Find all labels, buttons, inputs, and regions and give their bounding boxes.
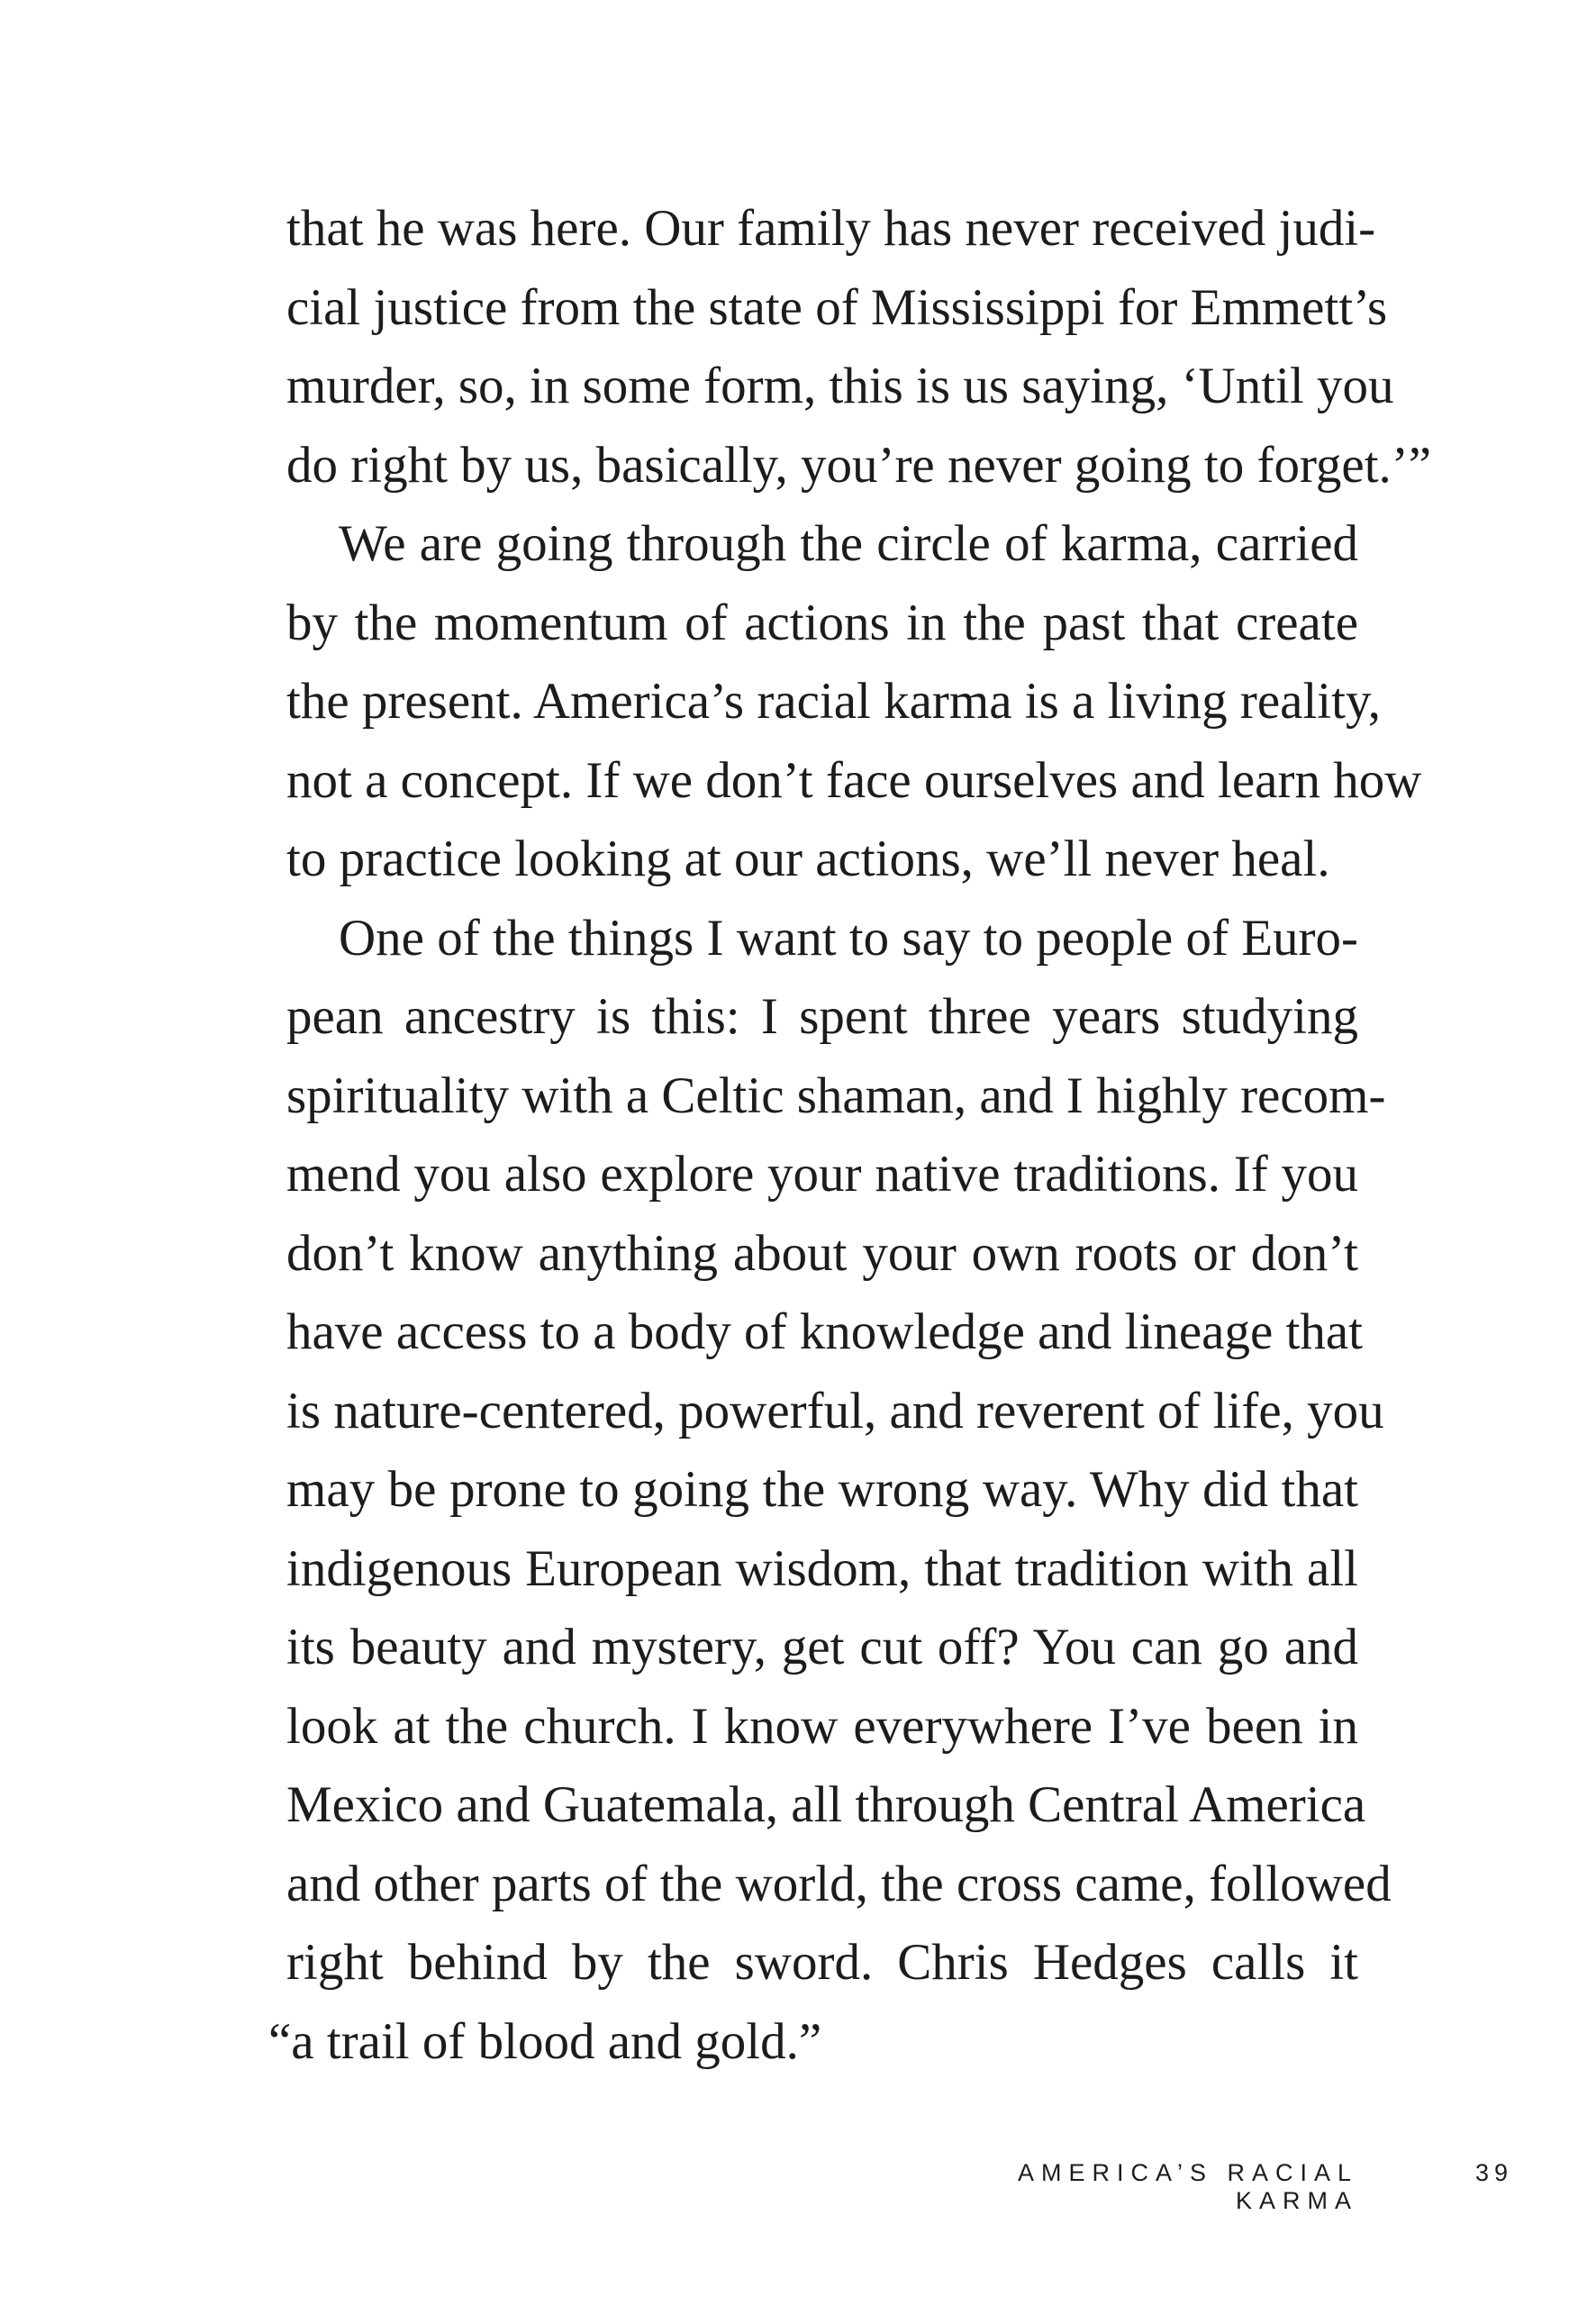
text-line: look at the church. I know everywhere I’ve been in (286, 1697, 1358, 1755)
text-line: “a trail of blood and gold.” (268, 2012, 822, 2070)
text-line: don’t know anything about your own roots or don’t (286, 1224, 1358, 1282)
text-line: do right by us, basically, you’re never going to forget.’” (286, 436, 1432, 494)
running-head: AMERICA’S RACIAL KARMA (1017, 2159, 1358, 2214)
text-line: its beauty and mystery, get cut off? You can go and (286, 1619, 1358, 1675)
text-line: the present. America’s racial karma is a living reality, (286, 673, 1382, 730)
text-line: right behind by the sword. Chris Hedges calls it (286, 1934, 1358, 1991)
body-text (268, 189, 1432, 2081)
text-line: by the momentum of actions in the past that create (286, 594, 1358, 651)
text-line: cial justice from the state of Mississippi for Emmett’s (286, 278, 1388, 336)
text-line: is nature-centered, powerful, and reverent of life, you (286, 1382, 1384, 1439)
text-line: not a concept. If we don’t face ourselves and learn how (286, 751, 1422, 809)
text-line: and other parts of the world, the cross came, followed (286, 1855, 1392, 1912)
text-line: may be prone to going the wrong way. Why did that (286, 1461, 1358, 1518)
text-line: murder, so, in some form, this is us saying, ‘Until you (286, 358, 1394, 414)
text-line: We are going through the circle of karma, carried (339, 515, 1358, 572)
text-line: One of the things I want to say to people of Euro- (339, 909, 1358, 967)
text-line: Mexico and Guatemala, all through Central America (286, 1776, 1366, 1833)
page-number: 39 (1474, 2159, 1513, 2186)
text-line: mend you also explore your native traditions. If you (286, 1146, 1358, 1203)
text-line: indigenous European wisdom, that tradition with all (286, 1539, 1358, 1597)
text-line: to practice looking at our actions, we’ll never heal. (286, 831, 1330, 887)
text-line: pean ancestry is this: I spent three years studying (286, 988, 1358, 1045)
text-line: that he was here. Our family has never received judi- (286, 200, 1376, 257)
text-line: have access to a body of knowledge and lineage that (286, 1303, 1363, 1360)
text-line: spirituality with a Celtic shaman, and I highly recom- (286, 1067, 1386, 1124)
